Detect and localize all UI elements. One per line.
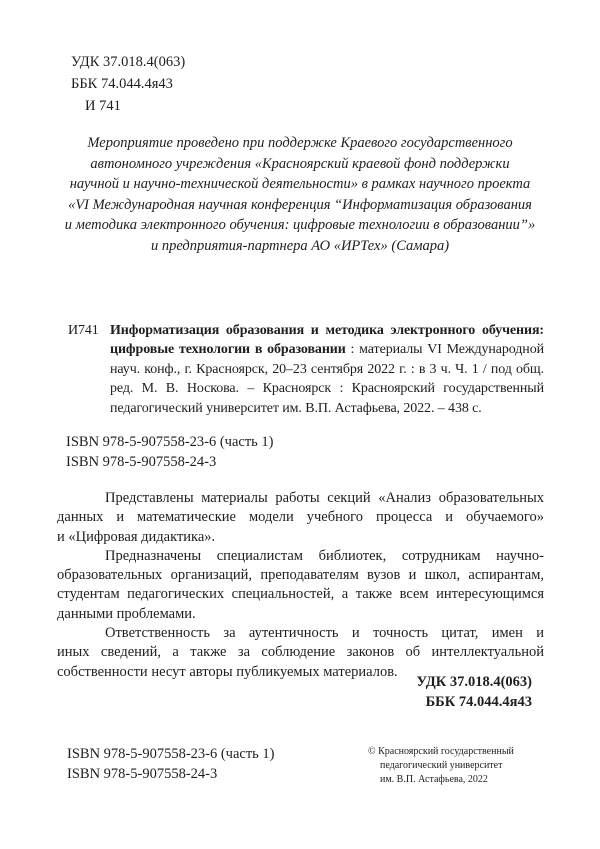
annotation-paragraph (57, 547, 544, 624)
support-note-line: Мероприятие проведено при поддержке Краевого государственного (87, 135, 513, 151)
annotation-paragraph (57, 489, 544, 547)
funding-support-note (0, 133, 600, 257)
copyright-line: педагогический университет (380, 759, 503, 771)
udk-bbk-top-block (71, 51, 185, 117)
annotation-line: данных и математические модели учебного процесса и обучаемого» (57, 509, 544, 526)
record-line: педагогический университет им. В.П. Астафьева, 2022. – 438 с. (110, 400, 482, 416)
copyright-line: © Красноярский государственный (368, 746, 514, 757)
annotation-line: Ответственность за аутентичность и точность цитат, имен и (105, 625, 544, 642)
udk-bbk-bottom-block (417, 673, 532, 712)
isbn-block-bottom (67, 745, 275, 785)
record-line (68, 340, 544, 359)
bbk-number: ББК 74.044.4я43 (71, 76, 173, 92)
isbn-full: ISBN 978-5-907558-24-3 (67, 765, 218, 782)
record-line: ред. М. В. Носкова. – Красноярск : Красноярский государственный (110, 381, 544, 397)
bbk-number: ББК 74.044.4я43 (425, 693, 532, 710)
annotation-line: Представлены материалы работы секций «Анализ образовательных (105, 490, 544, 506)
record-title-bold: цифровые технологии в образовании (110, 342, 346, 358)
udk-number: УДК 37.018.4(063) (416, 674, 532, 690)
annotation-line: Предназначены специалистам библиотек, сотрудникам научно- (105, 547, 544, 564)
annotation-line: иных сведений, а также за соблюдение законов об интеллектуальной (57, 644, 544, 661)
support-note-line: и методика электронного обучения: цифровые технологии в образовании”» (64, 217, 536, 234)
publisher-copyright (368, 745, 514, 786)
copyright-line: им. В.П. Астафьева, 2022 (380, 773, 488, 785)
isbn-full: ISBN 978-5-907558-24-3 (66, 453, 217, 470)
udk-number: УДК 37.018.4(063) (71, 54, 186, 70)
record-text: : материалы VI Международной (345, 342, 544, 358)
isbn-part: ISBN 978-5-907558-23-6 (часть 1) (67, 746, 275, 762)
annotation-line: образовательных организаций, преподавателям вузов и школ, аспирантам, (57, 567, 544, 584)
annotation-line: собственности несут авторы публикуемых материалов. (57, 663, 398, 680)
record-line: науч. конф., г. Красноярск, 20–23 сентября 2022 г. : в 3 ч. Ч. 1 / под общ. (110, 361, 544, 377)
annotation-block (57, 489, 544, 682)
record-line (68, 321, 544, 340)
annotation-line: данными проблемами. (57, 605, 196, 622)
support-note-line: и предприятия-партнера АО «ИРТех» (Самара) (150, 237, 450, 254)
annotation-line: и «Цифровая дидактика». (57, 528, 216, 545)
record-title-bold: Информатизация образования и методика электронного обучения: (110, 323, 544, 338)
support-note-line: «VI Международная научная конференция “Информатизация образования (68, 196, 532, 213)
bibliographic-record (68, 321, 544, 418)
isbn-block-middle (66, 433, 274, 472)
record-index-label: И741 (68, 323, 99, 338)
author-index: И 741 (85, 98, 121, 114)
support-note-line: научной и научно-технической деятельности» в рамках научного проекта (69, 176, 531, 193)
isbn-part: ISBN 978-5-907558-23-6 (часть 1) (66, 434, 274, 450)
support-note-line: автономного учреждения «Красноярский краевой фонд поддержки (90, 155, 510, 172)
annotation-line: студентам педагогических специальностей, а также всем интересующимся (57, 586, 544, 603)
